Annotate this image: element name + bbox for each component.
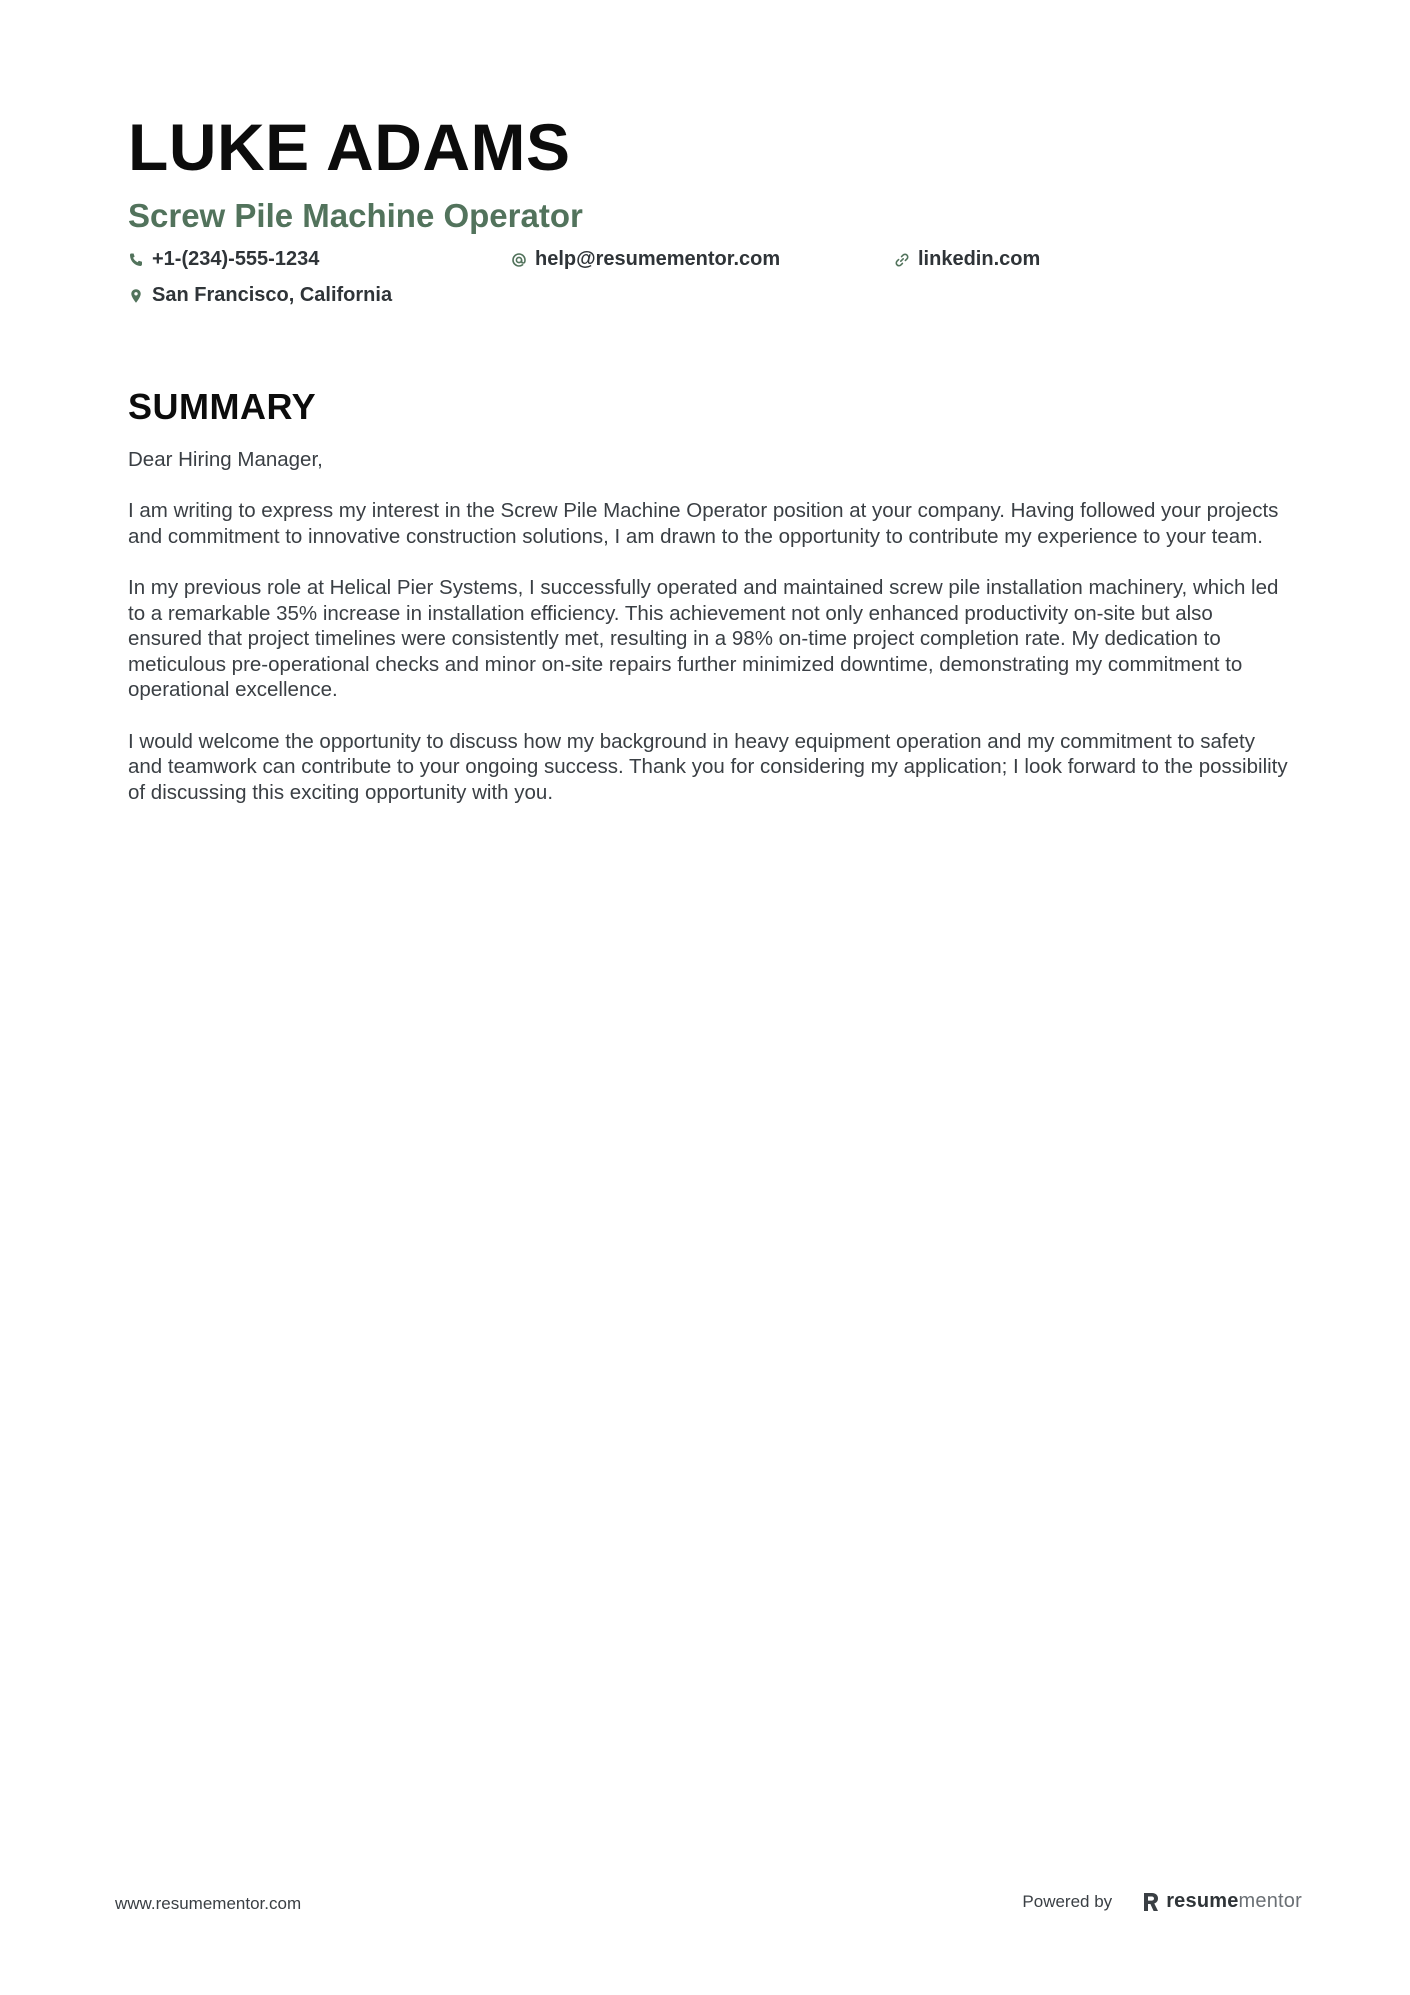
link-icon bbox=[894, 251, 910, 267]
paragraph-1: I am writing to express my interest in the Screw Pile Machine Operator position at your company. Having followed your projects and commitment to innovative construction solutions, I am drawn to the opportunity to contribute my experience to your team. bbox=[128, 499, 1279, 548]
footer-website[interactable]: www.resumementor.com bbox=[115, 1894, 302, 1913]
at-icon bbox=[511, 251, 527, 267]
contact-phone bbox=[128, 246, 511, 272]
contact-list bbox=[128, 246, 1288, 308]
summary-heading: SUMMARY bbox=[128, 386, 317, 427]
email-text[interactable]: help@resumementor.com bbox=[535, 247, 781, 270]
paragraph-2: In my previous role at Helical Pier Systems, I successfully operated and maintained screw pile installation machinery, which led to a remarkable 35% increase in installation efficiency. This achievement not only enhanced productivity on-site but also ensured that project timelines were consistently met, resulting in a 98% on-time project completion rate. My dedication to meticulous pre-operational checks and minor on-site repairs further minimized downtime, demonstrating my commitment to operational excellence. bbox=[128, 575, 1279, 702]
location-text: San Francisco, California bbox=[152, 283, 393, 306]
summary-section bbox=[128, 385, 1288, 831]
powered-by-label: Powered by bbox=[1022, 1891, 1113, 1911]
brand-logo[interactable] bbox=[1142, 1890, 1302, 1913]
letter-body bbox=[128, 447, 1288, 805]
contact-email bbox=[511, 246, 894, 272]
resumementor-logo-icon bbox=[1142, 1891, 1160, 1913]
phone-text[interactable]: +1-(234)-555-1234 bbox=[152, 247, 320, 270]
map-pin-icon bbox=[128, 287, 144, 303]
candidate-name: LUKE ADAMS bbox=[128, 110, 571, 184]
paragraph-3: I would welcome the opportunity to discuss how my background in heavy equipment operation and my commitment to safety and teamwork can contribute to your ongoing success. Thank you for considering my application; I look forward to the possibility of discussing this exciting opportunity with you. bbox=[128, 729, 1288, 804]
header bbox=[128, 108, 1288, 308]
website-text[interactable]: linkedin.com bbox=[918, 247, 1041, 270]
contact-location bbox=[128, 282, 511, 308]
brand-wordmark bbox=[1166, 1890, 1302, 1913]
footer-branding bbox=[1022, 1890, 1302, 1913]
greeting: Dear Hiring Manager, bbox=[128, 448, 323, 471]
job-title: Screw Pile Machine Operator bbox=[128, 197, 583, 234]
brand-light: mentor bbox=[1238, 1890, 1302, 1912]
phone-icon bbox=[128, 251, 144, 267]
brand-bold: resume bbox=[1166, 1890, 1239, 1912]
contact-website bbox=[894, 246, 1277, 272]
